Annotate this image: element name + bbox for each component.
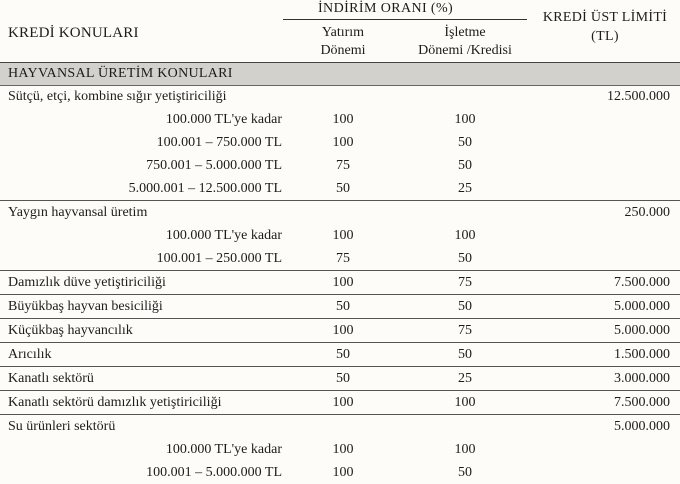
table-row: [0, 177, 680, 201]
table-row: [0, 201, 680, 224]
column-header-yatirim: [283, 24, 403, 60]
row-yatirim: 50: [336, 371, 350, 386]
table-row: [0, 271, 680, 295]
row-yatirim: 100: [332, 135, 354, 150]
row-label: Sütçü, etçi, kombine sığır yetiştiriciliği: [8, 89, 227, 104]
row-yatirim: 75: [336, 251, 350, 266]
column-header-isletme-line1: İşletme: [444, 25, 486, 40]
row-label: Yaygın hayvansal üretim: [8, 205, 148, 220]
table-row: [0, 367, 680, 391]
row-label: Büyükbaş hayvan besiciliği: [8, 299, 163, 314]
column-header-limit-line2: (TL): [591, 29, 619, 44]
row-yatirim: 100: [332, 275, 354, 290]
section-header: [0, 62, 680, 86]
row-label: Kanatlı sektörü: [8, 371, 94, 386]
row-limit: 250.000: [624, 205, 670, 220]
row-yatirim: 100: [332, 112, 354, 127]
table-row: [0, 461, 680, 484]
row-label: Kanatlı sektörü damızlık yetiştiriciliği: [8, 395, 222, 410]
table-row: [0, 438, 680, 461]
row-isletme: 50: [458, 158, 472, 173]
row-limit: 1.500.000: [614, 347, 670, 362]
row-label: Su ürünleri sektörü: [8, 419, 116, 434]
column-header-isletme-line2: Dönemi /Kredisi: [418, 43, 512, 58]
table-row: [0, 391, 680, 415]
table-row: [0, 131, 680, 154]
row-isletme: 50: [458, 347, 472, 362]
table-row: [0, 154, 680, 177]
row-isletme: 50: [458, 251, 472, 266]
row-limit: 5.000.000: [614, 323, 670, 338]
row-isletme: 75: [458, 323, 472, 338]
row-yatirim: 50: [336, 347, 350, 362]
row-limit: 7.500.000: [614, 275, 670, 290]
row-isletme: 100: [454, 395, 476, 410]
table-row: [0, 415, 680, 438]
row-limit: 7.500.000: [614, 395, 670, 410]
row-isletme: 100: [454, 442, 476, 457]
row-isletme: 25: [458, 181, 472, 196]
row-yatirim: 100: [332, 323, 354, 338]
row-limit: 12.500.000: [607, 89, 670, 104]
row-isletme: 50: [458, 299, 472, 314]
table-header: [0, 0, 680, 62]
row-yatirim: 50: [336, 181, 350, 196]
row-yatirim: 100: [332, 395, 354, 410]
column-header-indirim: İNDİRİM ORANI (%): [318, 1, 454, 16]
row-subrange: 5.000.001 – 12.500.000 TL: [128, 181, 282, 196]
column-header-yatirim-line1: Yatırım: [321, 25, 365, 40]
row-yatirim: 100: [332, 442, 354, 457]
row-limit: 5.000.000: [614, 419, 670, 434]
table-row: [0, 319, 680, 343]
row-yatirim: 75: [336, 158, 350, 173]
column-header-yatirim-line2: Dönemi: [320, 43, 366, 58]
row-label: Arıcılık: [8, 347, 52, 362]
column-header-limit: [530, 8, 680, 46]
row-subrange: 100.001 – 750.000 TL: [156, 135, 282, 150]
row-subrange: 100.000 TL'ye kadar: [165, 228, 282, 243]
column-header-konular: KREDİ KONULARI: [8, 25, 139, 41]
section-title: HAYVANSAL ÜRETİM KONULARI: [8, 66, 233, 81]
row-label: Damızlık düve yetiştiriciliği: [8, 275, 166, 290]
row-subrange: 100.001 – 5.000.000 TL: [146, 465, 282, 480]
row-subrange: 750.001 – 5.000.000 TL: [146, 158, 282, 173]
row-subrange: 100.001 – 250.000 TL: [156, 251, 282, 266]
row-yatirim: 100: [332, 465, 354, 480]
row-subrange: 100.000 TL'ye kadar: [165, 442, 282, 457]
column-header-isletme: [403, 24, 527, 60]
column-header-limit-line1: KREDİ ÜST LİMİTİ: [542, 10, 668, 25]
table-row: [0, 247, 680, 271]
row-isletme: 100: [454, 228, 476, 243]
table-row: [0, 224, 680, 247]
row-subrange: 100.000 TL'ye kadar: [165, 112, 282, 127]
row-yatirim: 50: [336, 299, 350, 314]
row-isletme: 25: [458, 371, 472, 386]
row-isletme: 50: [458, 135, 472, 150]
row-yatirim: 100: [332, 228, 354, 243]
table-row: [0, 108, 680, 131]
row-isletme: 100: [454, 112, 476, 127]
table-row: [0, 295, 680, 319]
row-limit: 3.000.000: [614, 371, 670, 386]
row-limit: 5.000.000: [614, 299, 670, 314]
table-row: [0, 85, 680, 108]
row-label: Küçükbaş hayvancılık: [8, 323, 133, 338]
header-divider: [283, 19, 527, 20]
table-row: [0, 343, 680, 367]
row-isletme: 75: [458, 275, 472, 290]
row-isletme: 50: [458, 465, 472, 480]
